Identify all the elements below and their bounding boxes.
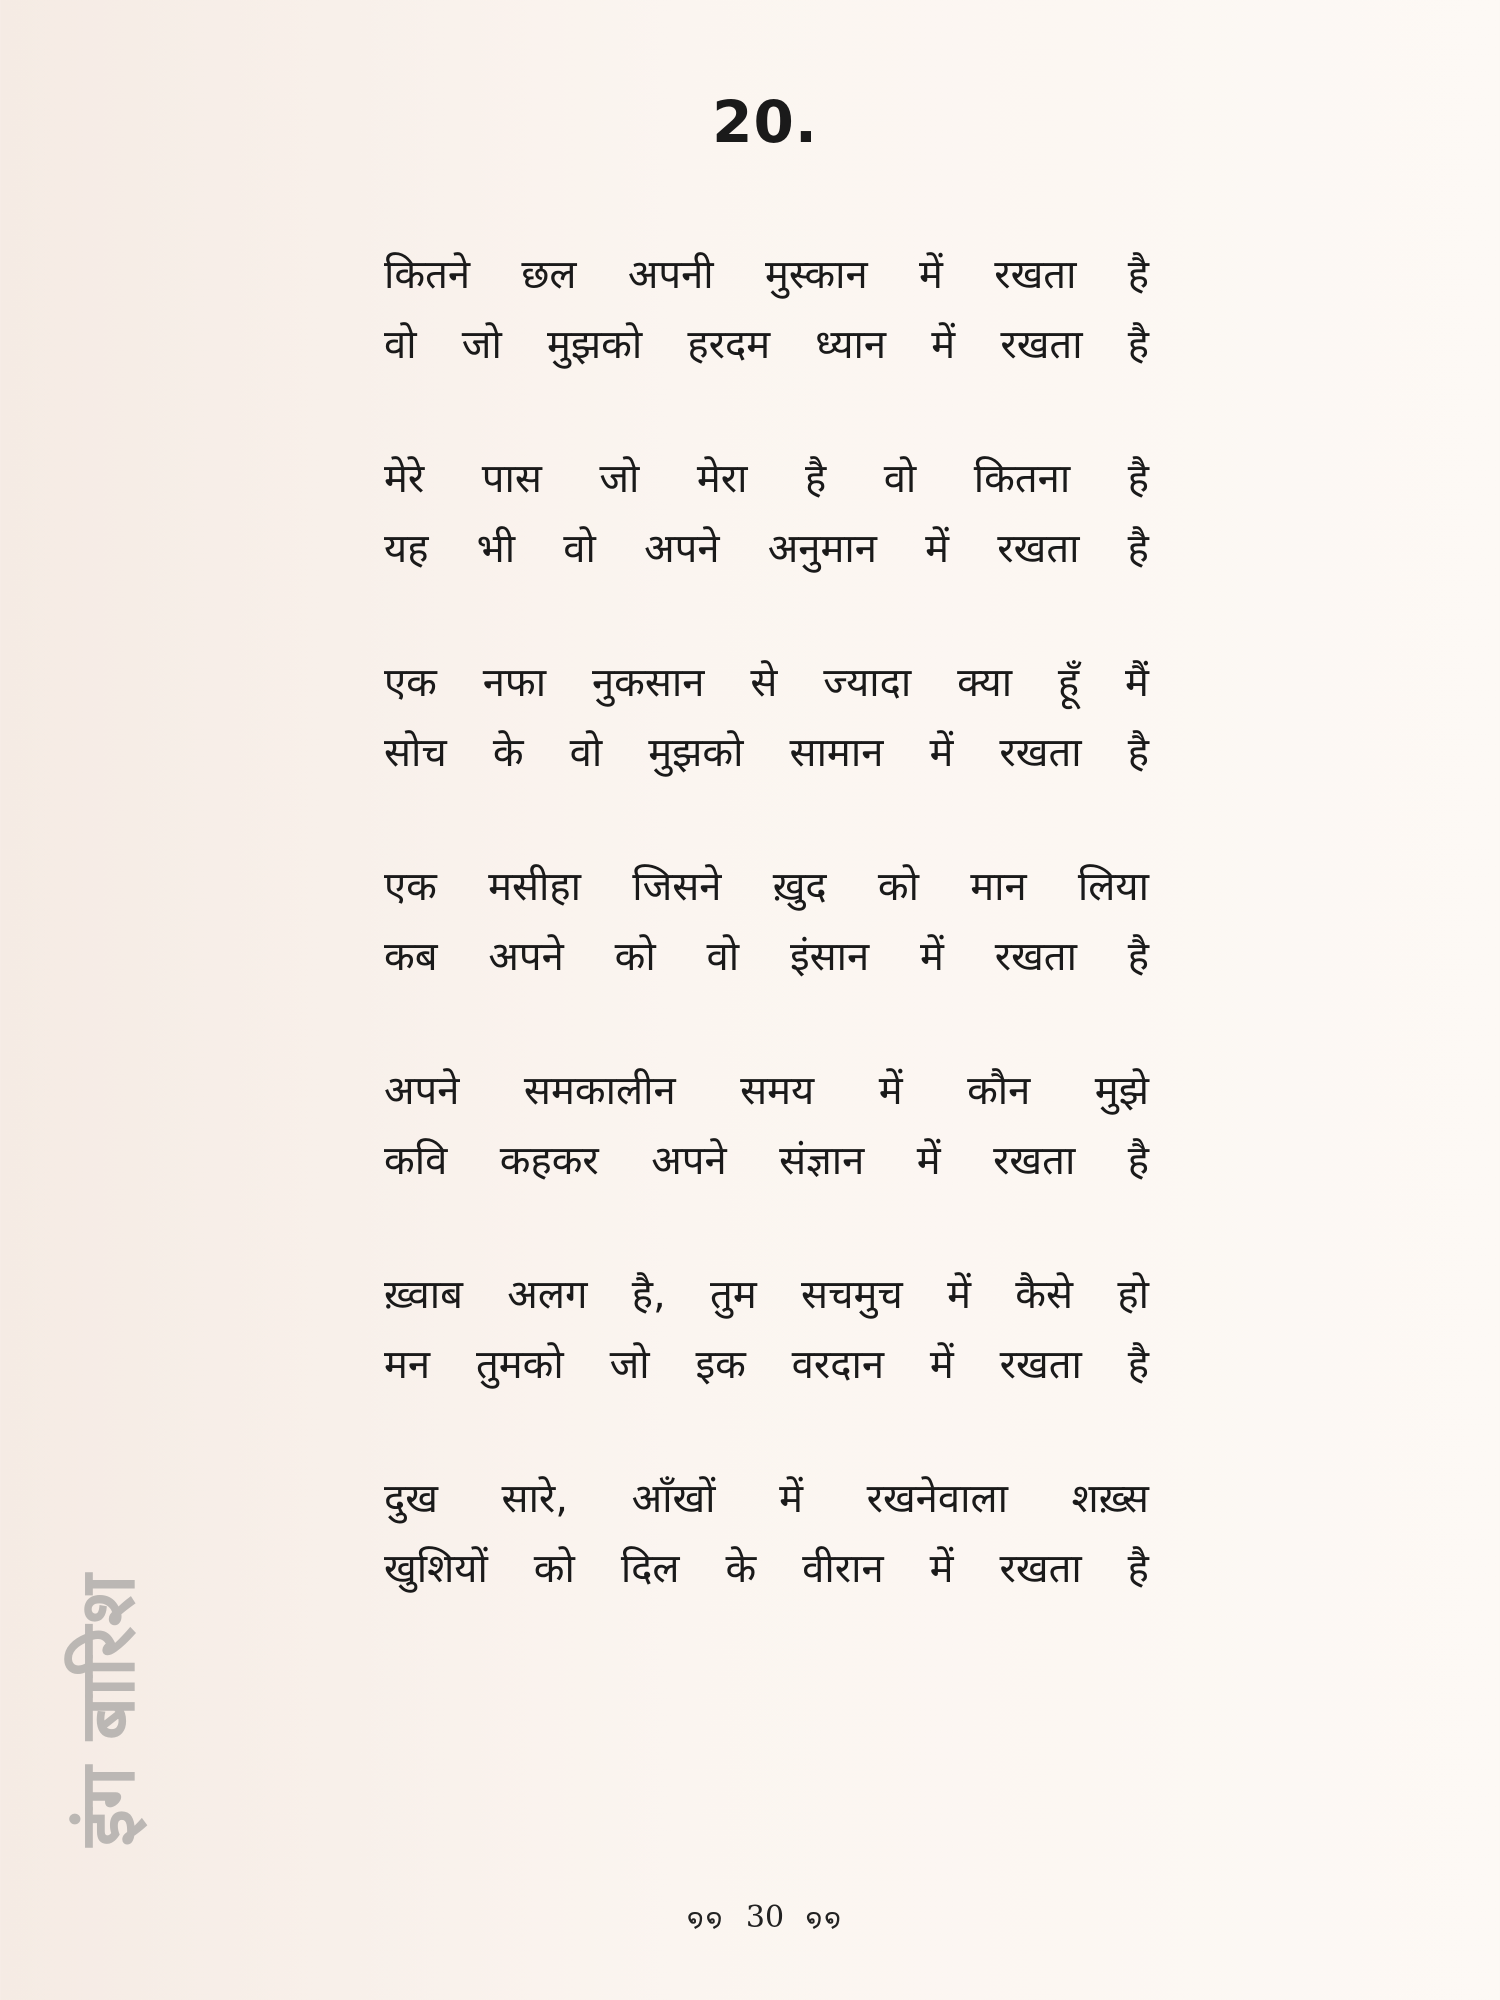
poem-word: सामान — [789, 730, 884, 776]
poem-word: पास — [481, 456, 542, 502]
poem-word: कवि — [384, 1138, 448, 1184]
poem-word: है — [1127, 526, 1149, 572]
poem-word: दुख — [384, 1476, 438, 1522]
poem-word: मन — [384, 1342, 431, 1388]
poem-word: है — [804, 456, 827, 502]
poem-word: में — [925, 526, 950, 572]
stanza — [384, 852, 1149, 992]
poem-word: रखता — [999, 1342, 1082, 1388]
stanza — [384, 1056, 1149, 1196]
poem-word: संज्ञान — [779, 1138, 865, 1184]
poem-word: है — [1127, 934, 1149, 980]
poem-word: वरदान — [791, 1342, 885, 1388]
poem-word: जिसने — [632, 864, 722, 910]
poem-line — [384, 310, 1149, 380]
poem-word: कितना — [973, 456, 1071, 502]
poem-word: अपने — [488, 934, 564, 980]
poem-word: अपनी — [627, 252, 714, 298]
poem-line — [384, 718, 1149, 788]
poem-line — [384, 922, 1149, 992]
stanza — [384, 444, 1149, 584]
poem-word: मुझको — [546, 322, 643, 368]
poem-line — [384, 1056, 1149, 1126]
poem-word: है — [1127, 456, 1149, 502]
stanza — [384, 1464, 1149, 1604]
poem-body — [384, 240, 1149, 1668]
poem-word: में — [919, 252, 943, 298]
poem-word: मेरे — [384, 456, 425, 502]
poem-word: नफा — [482, 660, 547, 706]
poem-word: कैसे — [1015, 1272, 1074, 1318]
poem-word: यह — [384, 526, 429, 572]
poem-word: जो — [609, 1342, 650, 1388]
poem-number-title: 20. — [712, 88, 818, 156]
poem-word: वो — [706, 934, 740, 980]
poem-word: रखता — [999, 730, 1082, 776]
page-footer — [0, 1900, 1500, 1935]
poem-word: को — [877, 864, 919, 910]
poem-word: हूँ — [1057, 660, 1080, 706]
poem-line — [384, 1464, 1149, 1534]
stanza — [384, 648, 1149, 788]
book-title-watermark — [20, 1560, 190, 1860]
poem-word: वो — [569, 730, 603, 776]
poem-word: सारे, — [501, 1476, 569, 1522]
poem-word: समकालीन — [523, 1068, 676, 1114]
poem-word: शख़्स — [1071, 1476, 1149, 1522]
poem-word: ज्यादा — [823, 660, 912, 706]
page-number: 30 — [745, 1900, 785, 1935]
poem-word: है — [1127, 1342, 1149, 1388]
poem-word: वो — [563, 526, 596, 572]
poem-line — [384, 1126, 1149, 1196]
poem-line — [384, 240, 1149, 310]
poem-word: अपने — [384, 1068, 460, 1114]
poem-word: हो — [1117, 1272, 1149, 1318]
poem-word: कितने — [384, 252, 471, 298]
poem-word: में — [947, 1272, 971, 1318]
poem-word: में — [929, 730, 954, 776]
poem-word: सोच — [384, 730, 447, 776]
poem-word: सचमुच — [801, 1272, 903, 1318]
poem-word: हरदम — [687, 322, 771, 368]
poem-word: है — [1127, 1546, 1149, 1592]
poem-word: में — [919, 934, 944, 980]
poem-word: क्या — [957, 660, 1013, 706]
poem-word: में — [916, 1138, 941, 1184]
stanza — [384, 1260, 1149, 1400]
poem-word: अपने — [644, 526, 720, 572]
poem-word: रखता — [999, 1546, 1082, 1592]
poem-word: है, — [631, 1272, 666, 1318]
poem-word: है — [1127, 1138, 1149, 1184]
poem-word: रखता — [994, 934, 1077, 980]
poem-word: मुझे — [1094, 1068, 1149, 1114]
poem-word: वीरान — [802, 1546, 884, 1592]
poem-word: जो — [461, 322, 502, 368]
footer-ornament-right: ໑໑ — [805, 1904, 843, 1934]
poem-word: के — [725, 1546, 757, 1592]
poem-word: लिया — [1077, 864, 1149, 910]
stanza — [384, 240, 1149, 380]
poem-word: मुझको — [648, 730, 744, 776]
poem-word: एक — [384, 660, 437, 706]
poem-line — [384, 648, 1149, 718]
poem-word: कहकर — [499, 1138, 599, 1184]
poem-word: में — [929, 1342, 954, 1388]
poem-word: रखता — [997, 526, 1080, 572]
footer-ornament-left: ໑໑ — [687, 1904, 725, 1934]
poem-word: को — [533, 1546, 575, 1592]
poem-word: तुमको — [475, 1342, 564, 1388]
poem-line — [384, 1260, 1149, 1330]
poem-word: रखता — [994, 252, 1077, 298]
poem-word: दिल — [620, 1546, 680, 1592]
poem-word: है — [1127, 730, 1149, 776]
poem-word: ख़ुद — [772, 864, 827, 910]
poem-word: है — [1127, 252, 1149, 298]
poem-line — [384, 1534, 1149, 1604]
poem-word: नुकसान — [591, 660, 705, 706]
poem-word: ध्यान — [815, 322, 887, 368]
poem-word: वो — [384, 322, 417, 368]
poem-word: के — [492, 730, 524, 776]
poem-word: खुशियों — [384, 1546, 488, 1592]
poem-word: अनुमान — [767, 526, 877, 572]
poem-word: कौन — [967, 1068, 1031, 1114]
poem-word: में — [878, 1068, 903, 1114]
poem-word: से — [750, 660, 778, 706]
poem-word: समय — [740, 1068, 815, 1114]
poem-word: आँखों — [631, 1476, 716, 1522]
poem-line — [384, 444, 1149, 514]
poem-word: ख़्वाब — [384, 1272, 463, 1318]
poem-word: एक — [384, 864, 437, 910]
poem-word: में — [929, 1546, 954, 1592]
poem-word: इंसान — [789, 934, 870, 980]
poem-word: को — [614, 934, 656, 980]
poem-word: भी — [476, 526, 516, 572]
poem-word: में — [779, 1476, 804, 1522]
poem-word: में — [931, 322, 956, 368]
poem-word: अपने — [651, 1138, 727, 1184]
poem-word: इक — [695, 1342, 746, 1388]
poem-word: मुस्कान — [764, 252, 868, 298]
poem-word: मसीहा — [488, 864, 581, 910]
poem-word: छल — [521, 252, 577, 298]
poem-word: जो — [599, 456, 640, 502]
poem-word: तुम — [710, 1272, 757, 1318]
poem-word: मैं — [1125, 660, 1149, 706]
poem-line — [384, 1330, 1149, 1400]
poem-word: रखता — [1000, 322, 1083, 368]
poem-word: वो — [883, 456, 917, 502]
poem-word: अलग — [507, 1272, 588, 1318]
poem-word: मान — [970, 864, 1027, 910]
book-title-vertical: इंग बारिश — [62, 1573, 152, 1847]
poem-word: रखनेवाला — [866, 1476, 1008, 1522]
poem-word: कब — [384, 934, 438, 980]
poem-word: रखता — [993, 1138, 1076, 1184]
poem-word: मेरा — [696, 456, 748, 502]
poem-word: है — [1127, 322, 1149, 368]
poem-line — [384, 852, 1149, 922]
poem-line — [384, 514, 1149, 584]
